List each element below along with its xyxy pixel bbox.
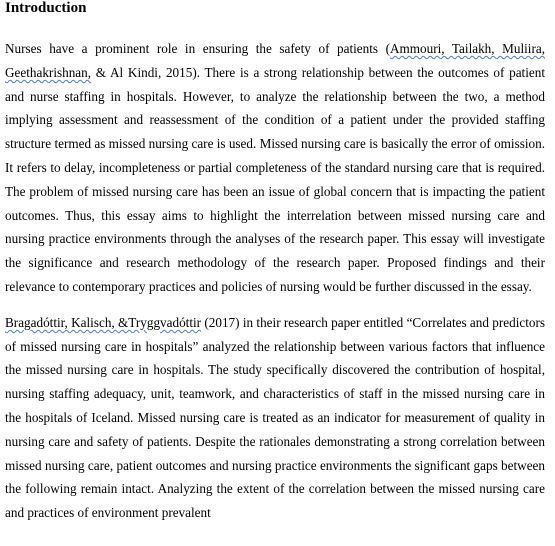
section-heading: Introduction	[5, 0, 87, 16]
citation-authors: Ammouri, Tailakh, Muliira, Geethakrishnan,	[5, 41, 545, 80]
citation-authors: Bragadóttir, Kalisch, &Tryggvadóttir	[5, 314, 202, 330]
paragraph-text-body: (2017) in their research paper entitled “Correlates and predictors of missed nursing care in hospitals” analyzed the relationship between various factors that influence the missed nursing care in hospitals. The study specifically discovered the contribution of hospital, nursing staffing adequacy, unit, teamwork, and characteristics of staff in the missed nursing care in the hospitals of Iceland. Missed nursing care is treated as an indicator for measurement of quality in nursing care and safety of patients. Despite the rationales demonstrating a strong correlation between missed nursing care, patient outcomes and nursing practice environments the significant gaps between the following remain intact. Analyzing the extent of the correlation between the missed nursing care and practices of environment prevalent	[5, 314, 546, 521]
paragraph-study-summary	[5, 311, 545, 525]
paragraph-text-body: & Al Kindi, 2015). There is a strong relationship between the outcomes of patient and nurse staffing in hospitals. However, to analyze the relationship between the two, a method implying assessment and reassessment of the condition of a patient under the provided staffing structure termed as missed nursing care is used. Missed nursing care is basically the error of omission. It refers to delay, incompleteness or partial completeness of the standard nursing care that is required. The problem of missed nursing care has been an issue of global concern that is impacting the patient outcomes. Thus, this essay aims to highlight the interrelation between missed nursing care and nursing practice environments through the analyses of the research paper. This essay will investigate the significance and research methodology of the research paper. Proposed findings and their relevance to contemporary practices and policies of nursing would be further discussed in the essay.	[5, 64, 545, 294]
paragraph-introduction	[5, 37, 545, 299]
document-page	[5, 0, 545, 525]
paragraph-text-lead: Nurses have a prominent role in ensuring the safety of patients (	[5, 41, 391, 56]
